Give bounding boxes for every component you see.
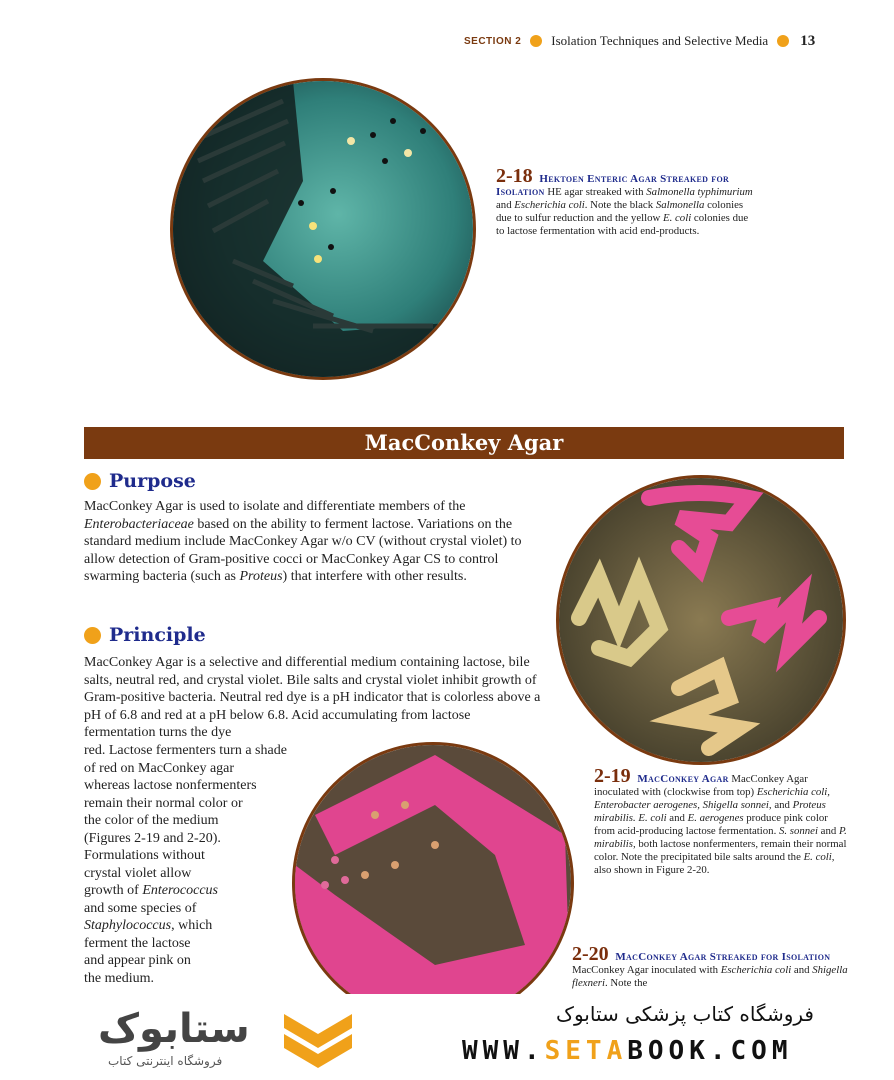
section-label: SECTION 2 [464, 35, 522, 47]
caption-italic: E. aerogenes [687, 812, 744, 824]
caption-italic: E. coli, [803, 851, 835, 863]
body-line: Formulations without [84, 848, 205, 863]
caption-text: MacConkey Agar inoculated with (clockwise from top) [594, 773, 808, 798]
figure-title: Hektoen Enteric Agar Streaked for Isolation [496, 173, 730, 198]
figure-2-20-image [292, 742, 574, 1024]
bullet-dot-icon [530, 35, 542, 47]
caption-text: colonies due to sulfur reduction and the yellow [496, 199, 744, 224]
body-line: the medium. [84, 970, 154, 986]
logo-chevron-icon [280, 1008, 356, 1070]
purpose-heading [84, 470, 196, 492]
body-line: of red on MacConkey agar [84, 760, 235, 776]
heading-text: Principle [109, 624, 206, 646]
caption-italic: P. mirabilis, [594, 825, 847, 850]
principle-wrapped-text [84, 742, 294, 987]
caption-text: and [496, 199, 515, 211]
body-line: the color of the medium [84, 813, 219, 828]
hektoen-plate-illustration [173, 81, 473, 377]
figure-2-18-image [170, 78, 476, 380]
figure-number: 2-19 [594, 765, 631, 787]
body-line: red. Lactose fermenters turn a shade [84, 743, 287, 758]
footer-banner [0, 994, 894, 1080]
figure-number: 2-18 [496, 165, 533, 187]
caption-italic: Salmonella [655, 199, 705, 211]
store-url[interactable] [462, 1036, 792, 1066]
caption-text: and [771, 799, 793, 811]
body-text: ) that interfere with other results. [282, 569, 467, 584]
body-line: crystal violet allow [84, 865, 192, 881]
running-header [464, 30, 884, 52]
caption-italic: Shigella flexneri [572, 964, 848, 989]
figure-2-19-image [556, 475, 846, 765]
body-italic: Enterococcus [142, 883, 219, 898]
caption-text: also shown in Figure 2-20. [594, 864, 710, 876]
body-italic: Staphylococcus [84, 918, 172, 933]
figure-number: 2-20 [572, 943, 609, 965]
chapter-title: Isolation Techniques and Selective Media [551, 33, 769, 48]
body-line: and appear pink on [84, 953, 191, 968]
body-line: (Figures 2-19 and 2-20). [84, 830, 221, 846]
caption-text: and [666, 812, 688, 824]
heading-text: Purpose [109, 470, 196, 492]
caption-italic: Escherichia coli [720, 964, 792, 976]
bullet-dot-icon [84, 627, 101, 644]
caption-text: and [817, 825, 839, 837]
caption-text: . Note the black [584, 199, 656, 211]
figure-title: MacConkey Agar [637, 773, 729, 785]
caption-text: HE agar streaked with [547, 186, 647, 198]
figure-2-18-caption [496, 165, 758, 238]
figure-title: MacConkey Agar Streaked for Isolation [615, 951, 831, 963]
figure-2-19-caption [594, 765, 850, 877]
principle-heading [84, 624, 206, 646]
body-italic: Proteus [239, 569, 283, 584]
body-italic: Enterobacteriaceae [84, 516, 194, 532]
macconkey-isolation-plate-illustration [295, 745, 571, 1021]
body-line: ferment the lactose [84, 935, 191, 951]
body-text: based on the ability to ferment lactose. Variations on the standard medium include MacConkey Agar w/o CV (without crystal violet) to allow detection of Gram-positive cocci or MacConkey Agar CS to control swarming bacteria (such as [84, 516, 522, 584]
macconkey-plate-illustration [559, 478, 843, 762]
bullet-dot-icon [777, 35, 789, 47]
store-logo-subtitle: فروشگاه اینترنتی کتاب [108, 1054, 223, 1068]
caption-italic: Salmonella typhimurium [646, 186, 753, 198]
caption-text: and [791, 964, 813, 976]
url-part: BOOK.COM [627, 1036, 793, 1066]
body-line: remain their normal color or [84, 795, 243, 811]
body-line: and some species of [84, 900, 197, 916]
page-number: 13 [800, 32, 816, 49]
section-banner: MacConkey Agar [84, 427, 844, 459]
purpose-paragraph [84, 498, 540, 586]
url-accent: SETA [544, 1036, 628, 1066]
body-text: , which [171, 918, 213, 933]
caption-text: produce pink color from acid-producing lactose fermentation. [594, 812, 828, 837]
store-name: فروشگاه کتاب پزشکی ستابوک [556, 1002, 814, 1026]
caption-italic: E. coli [663, 212, 692, 224]
caption-text: MacConkey Agar inoculated with [572, 964, 721, 976]
principle-paragraph [84, 654, 542, 742]
caption-text: colonies due to lactose fermentation with acid end-products. [496, 212, 749, 237]
caption-italic: Escherichia coli [514, 199, 585, 211]
caption-italic: Escherichia coli, Enterobacter aerogenes, Shigella sonnei, [594, 786, 830, 811]
body-line: whereas lactose nonfermenters [84, 778, 257, 793]
caption-italic: Proteus mirabilis. E. coli [594, 799, 826, 824]
body-text: MacConkey Agar is used to isolate and differentiate members of the [84, 499, 466, 514]
bullet-dot-icon [84, 473, 101, 490]
figure-2-20-caption [572, 943, 848, 990]
store-logo-text: ستابوک [98, 1006, 250, 1052]
body-text: MacConkey Agar is a selective and differential medium containing lactose, bile salts, neutral red, and crystal violet. Bile salts and crystal violet inhibit growth of Gram-positive bacteria. Neutral red dye is a pH indicator that is colorless above a pH of 6.8 and red at a pH below 6.8. Acid accumulating from lactose fermentation turns the dye [84, 655, 541, 740]
url-part: WWW. [462, 1036, 545, 1066]
caption-text: both lactose nonfermenters, remain their normal color. Note the precipitated bile salts around the [594, 838, 847, 863]
caption-italic: S. sonnei [778, 825, 818, 837]
body-text: growth of [84, 883, 143, 898]
caption-text: . Note the [604, 977, 648, 989]
